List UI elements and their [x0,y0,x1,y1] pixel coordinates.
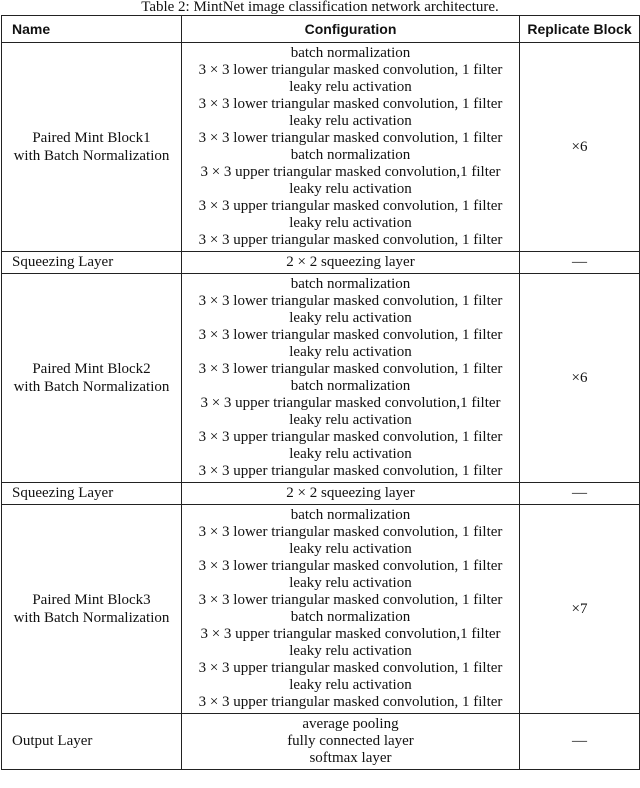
row-configuration [182,274,520,483]
row-configuration [182,483,520,505]
row-name-line: Paired Mint Block3 [32,592,151,608]
row-configuration [182,252,520,274]
table-row [2,483,640,505]
config-line: batch normalization [290,609,411,625]
row-name-line: with Batch Normalization [13,379,170,395]
config-line: 3 × 3 lower triangular masked convolution, 1 filter [198,96,503,112]
table-row [2,43,640,252]
row-replicate: ×6 [520,43,640,252]
config-line: batch normalization [290,378,411,394]
config-line: softmax layer [309,750,392,766]
table-row [2,714,640,770]
config-line: leaky relu activation [289,215,412,231]
header-name: Name [2,16,182,43]
config-line: average pooling [302,716,399,732]
header-replicate-block: Replicate Block [520,16,640,43]
row-configuration [182,43,520,252]
table-row [2,252,640,274]
config-line: 3 × 3 upper triangular masked convolution, 1 filter [198,198,503,214]
config-line: 3 × 3 lower triangular masked convolution, 1 filter [198,327,503,343]
config-line: 3 × 3 upper triangular masked convolution,1 filter [200,626,501,642]
config-line: 3 × 3 upper triangular masked convolution, 1 filter [198,232,503,248]
row-name: Squeezing Layer [2,252,182,274]
architecture-table [1,15,640,770]
config-line: leaky relu activation [289,181,412,197]
config-line: 2 × 2 squeezing layer [286,485,415,501]
config-line: leaky relu activation [289,310,412,326]
row-configuration [182,714,520,770]
config-line: leaky relu activation [289,412,412,428]
header-row [2,16,640,43]
table-caption: Table 2: MintNet image classification network architecture. [141,0,499,15]
config-line: 3 × 3 upper triangular masked convolution, 1 filter [198,429,503,445]
row-name-line: Paired Mint Block2 [32,361,151,377]
config-line: batch normalization [290,45,411,61]
table-row [2,274,640,483]
config-line: 3 × 3 upper triangular masked convolution, 1 filter [198,463,503,479]
config-line: 3 × 3 lower triangular masked convolution, 1 filter [198,293,503,309]
config-line: 3 × 3 lower triangular masked convolution, 1 filter [198,592,503,608]
row-name-line: with Batch Normalization [13,610,170,626]
config-line: leaky relu activation [289,446,412,462]
row-name [2,274,182,483]
config-line: batch normalization [290,276,411,292]
row-replicate: — [520,483,640,505]
row-replicate: ×7 [520,505,640,714]
config-line: fully connected layer [287,733,414,749]
config-line: leaky relu activation [289,677,412,693]
config-line: leaky relu activation [289,79,412,95]
config-line: batch normalization [290,147,411,163]
config-line: batch normalization [290,507,411,523]
row-name: Squeezing Layer [2,483,182,505]
config-line: 3 × 3 upper triangular masked convolution, 1 filter [198,660,503,676]
row-replicate: ×6 [520,274,640,483]
row-name [2,505,182,714]
config-line: 3 × 3 lower triangular masked convolution, 1 filter [198,62,503,78]
config-line: 3 × 3 upper triangular masked convolution,1 filter [200,395,501,411]
config-line: leaky relu activation [289,643,412,659]
config-line: 3 × 3 upper triangular masked convolution,1 filter [200,164,501,180]
config-line: leaky relu activation [289,541,412,557]
config-line: 3 × 3 upper triangular masked convolution, 1 filter [198,694,503,710]
row-name-line: Paired Mint Block1 [32,130,151,146]
row-name-line: with Batch Normalization [13,148,170,164]
config-line: 3 × 3 lower triangular masked convolution, 1 filter [198,524,503,540]
config-line: leaky relu activation [289,113,412,129]
config-line: 3 × 3 lower triangular masked convolution, 1 filter [198,361,503,377]
config-line: 3 × 3 lower triangular masked convolution, 1 filter [198,558,503,574]
row-replicate: — [520,252,640,274]
row-name: Output Layer [2,714,182,770]
row-name [2,43,182,252]
config-line: leaky relu activation [289,344,412,360]
header-configuration: Configuration [182,16,520,43]
config-line: 2 × 2 squeezing layer [286,254,415,270]
row-replicate: — [520,714,640,770]
table-row [2,505,640,714]
row-configuration [182,505,520,714]
config-line: leaky relu activation [289,575,412,591]
config-line: 3 × 3 lower triangular masked convolution, 1 filter [198,130,503,146]
